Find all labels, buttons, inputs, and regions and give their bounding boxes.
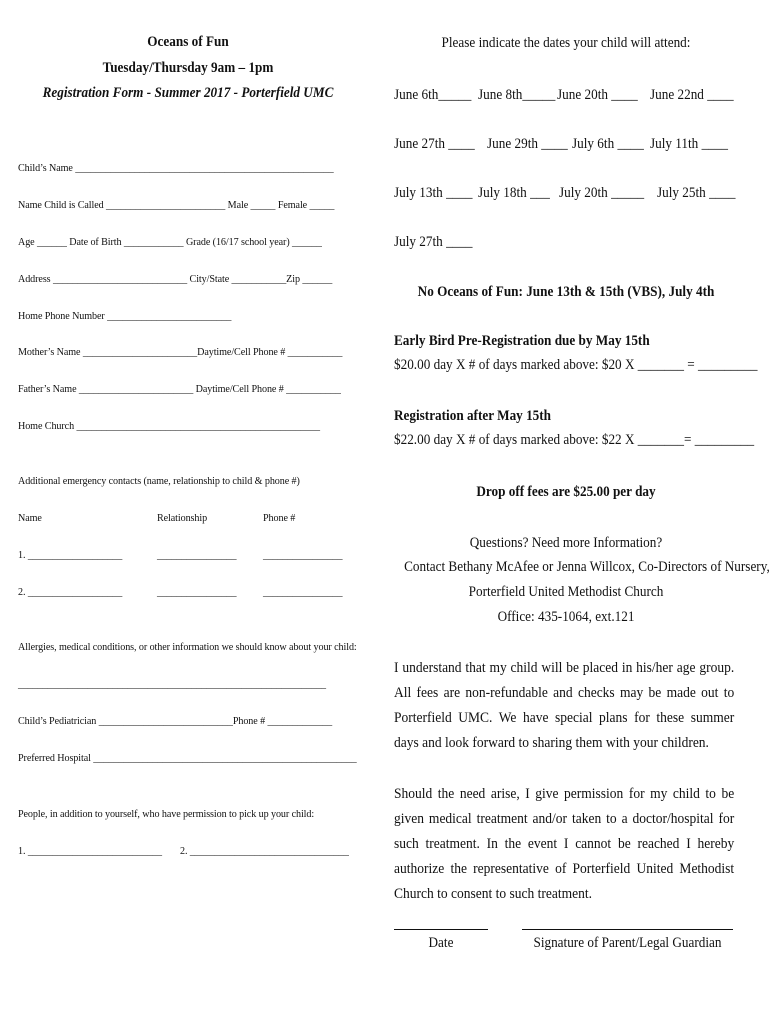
pickup2-field[interactable]: 2. ________________________________ [180, 845, 349, 857]
date-july-27[interactable]: July 27th ____ [394, 234, 473, 250]
date-july-25[interactable]: July 25th ____ [657, 185, 736, 201]
policy-paragraph: I understand that my child will be placed in his/her age group. All fees are non-refundable and checks may be made out to Porterfield UMC. We have special plans for these summer days and look forward to sharing them with your children. [394, 660, 735, 751]
contact1-name-field[interactable]: 1. ___________________ [18, 549, 123, 561]
signature-label: Signature of Parent/Legal Guardian [533, 935, 722, 951]
contact2-relationship-field[interactable]: ________________ [157, 586, 237, 598]
no-oceans-notice: No Oceans of Fun: June 13th & 15th (VBS), July 4th [417, 284, 715, 300]
early-bird-price-field[interactable]: $20.00 day X # of days marked above: $20 X _______ = _________ [394, 357, 758, 373]
after-deadline-price-field[interactable]: $22.00 day X # of days marked above: $22 X _______= _________ [394, 432, 755, 448]
contact1-phone-field[interactable]: ________________ [263, 549, 343, 561]
church-name: Porterfield United Methodist Church [468, 584, 664, 600]
questions-text: Questions? Need more Information? [469, 535, 663, 551]
schedule-text: Tuesday/Thursday 9am – 1pm [102, 60, 274, 76]
date-june-20[interactable]: June 20th ____ [557, 87, 638, 103]
date-june-27[interactable]: June 27th ____ [394, 136, 475, 152]
home-phone-field[interactable]: Home Phone Number _________________________ [18, 310, 232, 322]
allergies-heading: Allergies, medical conditions, or other information we should know about your child: [18, 641, 357, 653]
contact-text: Contact Bethany McAfee or Jenna Willcox, Co-Directors of Nursery, [404, 559, 770, 575]
date-july-20[interactable]: July 20th _____ [559, 185, 645, 201]
age-dob-grade-field[interactable]: Age ______ Date of Birth ____________ Grade (16/17 school year) ______ [18, 236, 322, 248]
date-june-29[interactable]: June 29th ____ [487, 136, 568, 152]
date-june-6[interactable]: June 6th_____ [394, 87, 472, 103]
col-name-label: Name [18, 512, 42, 524]
date-july-6[interactable]: July 6th ____ [572, 136, 644, 152]
date-june-8[interactable]: June 8th_____ [478, 87, 556, 103]
col-phone-label: Phone # [263, 512, 296, 524]
col-relationship-label: Relationship [157, 512, 208, 524]
pediatrician-field[interactable]: Child’s Pediatrician ___________________________Phone # _____________ [18, 715, 333, 727]
hospital-field[interactable]: Preferred Hospital _____________________________________________________ [18, 752, 357, 764]
guardian-signature-line[interactable] [522, 929, 733, 930]
date-signature-line[interactable] [394, 929, 488, 930]
contact2-phone-field[interactable]: ________________ [263, 586, 343, 598]
father-field[interactable]: Father’s Name _______________________ Daytime/Cell Phone # ___________ [18, 383, 341, 395]
contact1-relationship-field[interactable]: ________________ [157, 549, 237, 561]
form-title: Oceans of Fun [147, 34, 229, 50]
date-june-22[interactable]: June 22nd ____ [650, 87, 734, 103]
date-july-13[interactable]: July 13th ____ [394, 185, 473, 201]
early-bird-heading: Early Bird Pre-Registration due by May 15th [394, 333, 650, 349]
after-deadline-heading: Registration after May 15th [394, 408, 552, 424]
drop-off-notice: Drop off fees are $25.00 per day [476, 484, 656, 500]
child-name-field[interactable]: Child’s Name ____________________________________________________ [18, 162, 334, 174]
emergency-heading: Additional emergency contacts (name, relationship to child & phone #) [18, 475, 300, 487]
date-july-18[interactable]: July 18th ___ [478, 185, 550, 201]
address-field[interactable]: Address ___________________________ City/State ___________Zip ______ [18, 273, 333, 285]
form-subtitle: Registration Form - Summer 2017 - Porterfield UMC [42, 85, 334, 101]
home-church-field[interactable]: Home Church _________________________________________________ [18, 420, 320, 432]
date-july-11[interactable]: July 11th ____ [650, 136, 728, 152]
contact2-name-field[interactable]: 2. ___________________ [18, 586, 123, 598]
pickup1-field[interactable]: 1. ___________________________ [18, 845, 162, 857]
mother-field[interactable]: Mother’s Name _______________________Daytime/Cell Phone # ___________ [18, 346, 343, 358]
dates-heading: Please indicate the dates your child will attend: [441, 35, 691, 51]
medical-permission-paragraph: Should the need arise, I give permission for my child to be given medical treatment and/or taken to a doctor/hospital for such treatment. In the event I cannot be reached I hereby authorize the representative of Porterfield United Methodist Church to consent to such treatment. [394, 786, 735, 902]
pickup-heading: People, in addition to yourself, who have permission to pick up your child: [18, 808, 315, 820]
name-called-field[interactable]: Name Child is Called ________________________ Male _____ Female _____ [18, 199, 335, 211]
allergies-field[interactable]: ______________________________________________________________ [18, 678, 327, 690]
date-label: Date [428, 935, 454, 951]
office-phone: Office: 435-1064, ext.121 [497, 609, 635, 625]
